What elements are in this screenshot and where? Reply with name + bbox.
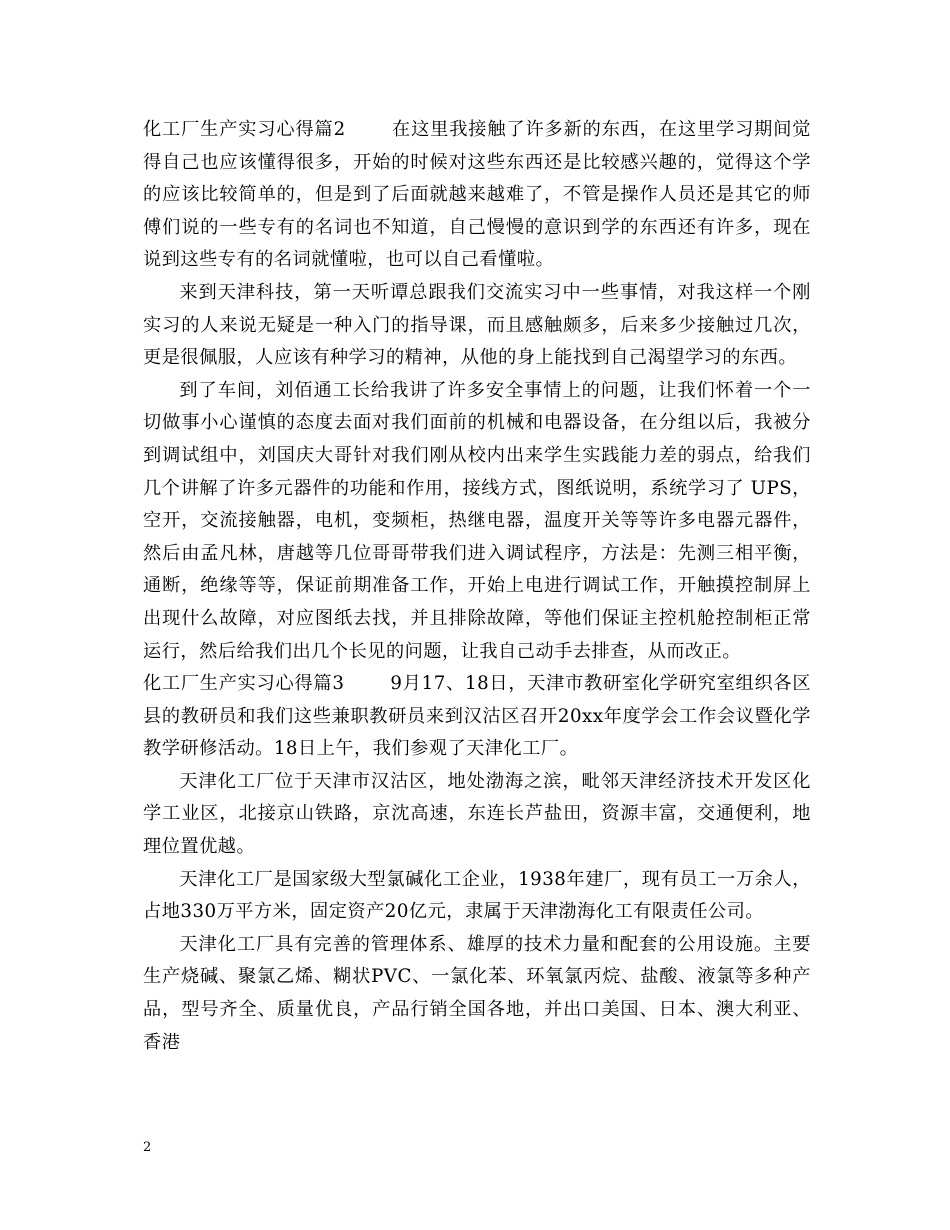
paragraph-text: 9月17、18日，天津市教研室化学研究室组织各区县的教研员和我们这些兼职教研员来到汉沽区召开20xx年度学会工作会议暨化学教学研修活动。18日上午，我们参观了天津化工厂。 [143, 673, 812, 760]
paragraph-text: 到了车间，刘佰通工长给我讲了许多安全事情上的问题，让我们怀着一个一切做事小心谨慎的态度去面对我们面前的机械和电器设备，在分组以后，我被分到调试组中，刘国庆大哥针对我们刚从校内出来学生实践能力差的弱点，给我们几个讲解了许多元器件的功能和作用，接线方式，图纸说明，系统学习了 UPS，空开，交流接触器，电机，变频柜，热继电器，温度开关等等许多电器元器件，然后由孟凡林，唐越等几位哥哥带我们进入调试程序，方法是：先测三相平衡，通断，绝缘等等，保证前期准备工作，开始上电进行调试工作，开触摸控制屏上出现什么故障，对应图纸去找，并且排除故障，等他们保证主控机舱控制柜正常运行，然后给我们出几个长见的问题，让我自己动手去排查，从而改正。 [143, 379, 811, 662]
section-heading-2: 化工厂生产实习心得篇2 [143, 119, 346, 140]
paragraph-5 [143, 766, 811, 864]
paragraph-7 [143, 929, 811, 1059]
paragraph-text: 天津化工厂是国家级大型氯碱化工企业，1938年建厂，现有员工一万余人，占地330万平方米，固定资产20亿元，隶属于天津渤海化工有限责任公司。 [143, 868, 811, 923]
document-body [143, 114, 811, 1059]
paragraph-3 [143, 375, 811, 668]
paragraph-text: 在这里我接触了许多新的东西，在这里学习期间觉得自己也应该懂得很多，开始的时候对这些东西还是比较感兴趣的，觉得这个学的应该比较简单的，但是到了后面就越来越难了，不管是操作人员还是其它的师傅们说的一些专有的名词也不知道，自己慢慢的意识到学的东西还有许多，现在说到这些专有的名词就懂啦，也可以自己看懂啦。 [143, 119, 811, 271]
paragraph-4 [143, 668, 811, 766]
paragraph-text: 天津化工厂具有完善的管理体系、雄厚的技术力量和配套的公用设施。主要生产烧碱、聚氯乙烯、糊状PVC、一氯化苯、环氧氯丙烷、盐酸、液氯等多种产品，型号齐全、质量优良，产品行销全国各地，并出口美国、日本、澳大利亚、香港 [143, 933, 811, 1053]
page-number: 2 [143, 1140, 152, 1155]
paragraph-text: 天津化工厂位于天津市汉沽区，地处渤海之滨，毗邻天津经济技术开发区化学工业区，北接京山铁路，京沈高速，东连长芦盐田，资源丰富，交通便利，地理位置优越。 [143, 770, 811, 858]
paragraph-text: 来到天津科技，第一天听谭总跟我们交流实习中一些事情，对我这样一个刚实习的人来说无疑是一种入门的指导课，而且感触颇多，后来多少接触过几次，更是很佩服，人应该有种学习的精神，从他的身上能找到自己渴望学习的东西。 [143, 281, 811, 369]
paragraph-6 [143, 864, 811, 929]
paragraph-2 [143, 277, 811, 375]
section-heading-3: 化工厂生产实习心得篇3 [143, 673, 345, 695]
paragraph-1 [143, 114, 811, 277]
